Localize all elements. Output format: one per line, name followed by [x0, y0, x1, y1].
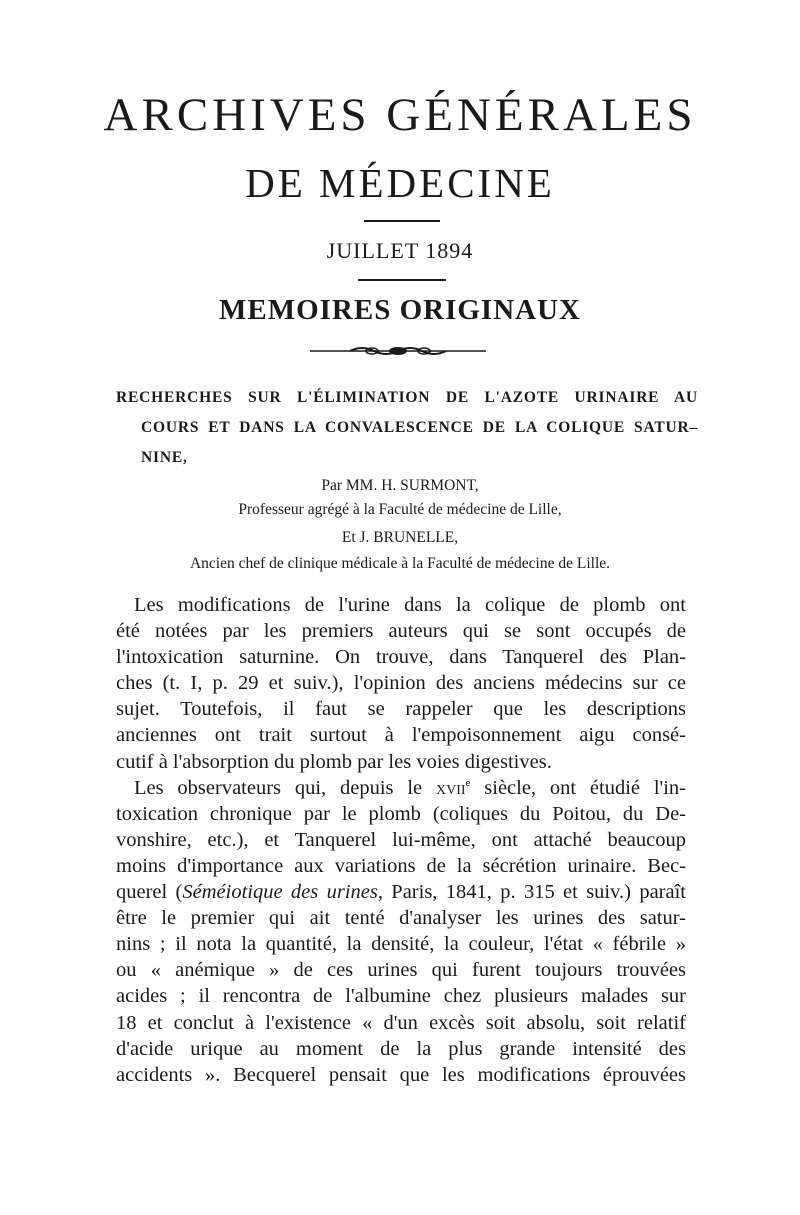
- text-line: moins d'importance aux variations de la sécrétion urinaire. Bec-: [116, 854, 686, 877]
- text-line: 18 et conclut à l'existence « d'un excès soit absolu, soit relatif: [116, 1011, 686, 1034]
- author-byline: Et J. BRUNELLE,: [341, 529, 459, 546]
- text-line: toxication chronique par le plomb (coliques du Poitou, du De-: [116, 802, 686, 825]
- text-line: [116, 879, 686, 905]
- text-line: ches (t. I, p. 29 et suiv.), l'opinion des anciens médecins sur ce: [116, 672, 686, 695]
- text-segment: , Paris, 1841, p. 315 et suiv.) paraît: [377, 881, 686, 904]
- text-line: Les modifications de l'urine dans la colique de plomb ont: [134, 594, 686, 616]
- journal-title: ARCHIVES GÉNÉRALES: [103, 89, 697, 141]
- text-line: été notées par les premiers auteurs qui se sont occupés de: [116, 620, 686, 643]
- author-byline: Par MM. H. SURMONT,: [321, 477, 479, 494]
- text-line: accidents ». Becquerel pensait que les modifications éprouvées: [116, 1063, 686, 1086]
- text-line: acides ; il rencontra de l'albumine chez plusieurs malades sur: [116, 985, 686, 1008]
- author-affiliation: Ancien chef de clinique médicale à la Faculté de médecine de Lille.: [189, 555, 611, 572]
- section-heading: MEMOIRES ORIGINAUX: [219, 294, 581, 326]
- text-segment: querel (: [116, 881, 183, 904]
- text-line: d'acide urique au moment de la plus grande intensité des: [116, 1037, 686, 1060]
- text-line: cutif à l'absorption du plomb par les voies digestives.: [116, 750, 552, 773]
- divider-rule: [364, 220, 440, 222]
- issue-date: JUILLET 1894: [326, 238, 474, 263]
- century-numeral: xvii: [436, 776, 466, 799]
- text-segment: Les observateurs qui, depuis le: [134, 776, 436, 799]
- paragraph: [116, 775, 686, 1088]
- article-title-line: RECHERCHES SUR L'ÉLIMINATION DE L'AZOTE URINAIRE AU: [116, 389, 698, 406]
- ornament-divider: [310, 344, 486, 358]
- text-line: être le premier qui ait tenté d'analyser les urines des satur-: [116, 907, 686, 930]
- journal-subtitle: DE MÉDECINE: [245, 160, 555, 206]
- text-line: sujet. Toutefois, il faut se rappeler que les descriptions: [116, 698, 686, 721]
- text-line: vonshire, etc.), et Tanquerel lui-même, ont attaché beaucoup: [116, 828, 686, 851]
- article-title-line: COURS ET DANS LA CONVALESCENCE DE LA COLIQUE SATUR–: [141, 419, 698, 436]
- superscript: e: [465, 776, 471, 789]
- author-affiliation: Professeur agrégé à la Faculté de médecine de Lille,: [238, 501, 562, 518]
- body-text: [116, 592, 686, 1088]
- divider-rule: [358, 279, 446, 281]
- text-line: anciennes ont trait surtout à l'empoisonnement aigu consé-: [116, 724, 686, 747]
- article-title: [116, 383, 698, 473]
- text-line: nins ; il nota la quantité, la densité, la couleur, l'état « fébrile »: [116, 933, 686, 956]
- text-line: l'intoxication saturnine. On trouve, dans Tanquerel des Plan-: [116, 646, 686, 669]
- text-segment: siècle, ont étudié l'in-: [470, 776, 686, 799]
- cited-work-title: Séméiotique des urines: [182, 881, 378, 904]
- text-line: ou « anémique » de ces urines qui furent toujours trouvées: [116, 959, 686, 982]
- article-title-line: NINE,: [141, 449, 188, 466]
- paragraph: [116, 592, 686, 775]
- text-line: [116, 775, 686, 801]
